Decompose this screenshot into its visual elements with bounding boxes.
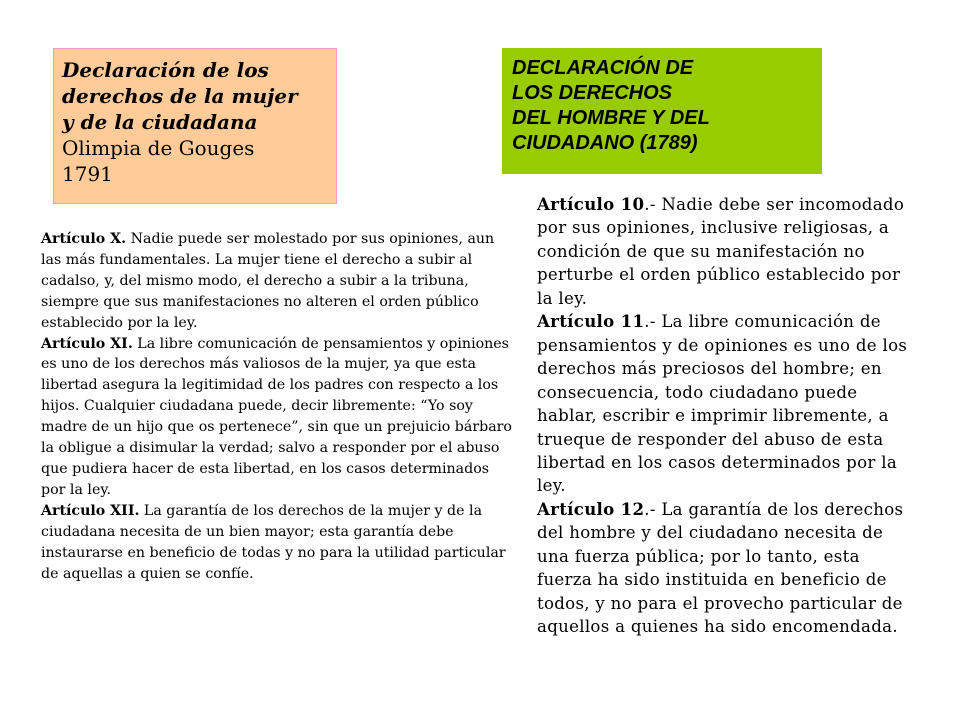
right-article-11 bbox=[537, 310, 920, 498]
article-text: La garantía de los derechos de la mujer y de la ciudadana necesita de un bien mayor; esta garantía debe instaurarse en beneficio de todas y no para la utilidad particular de aquellas a quien se confíe. bbox=[41, 502, 506, 582]
article-label: Artículo 11 bbox=[537, 311, 645, 332]
left-title-line-2: derechos de la mujer bbox=[62, 84, 298, 108]
right-title-line-3: DEL HOMBRE Y DEL bbox=[512, 107, 710, 129]
left-articles-column bbox=[41, 229, 513, 584]
left-article-xi bbox=[41, 334, 513, 501]
left-year: 1791 bbox=[62, 162, 113, 186]
article-text: La libre comunicación de pensamientos y opiniones es uno de los derechos más valiosos de la mujer, ya que esta libertad asegura la legitimidad de los padres con respecto a los hijos. Cualquier ciudadana puede, decir libremente: “Yo soy madre de un hijo que os pertenece”, sin que un prejuicio bárbaro la obligue a disimular la verdad; salvo a responder por el abuso que pudiera hacer de esta libertad, en los casos determinados por la ley. bbox=[41, 335, 512, 498]
right-article-12 bbox=[537, 498, 920, 639]
article-label: Artículo XI. bbox=[41, 335, 133, 352]
article-text: .- La garantía de los derechos del hombre y del ciudadano necesita de una fuerza pública; por lo tanto, esta fuerza ha sido instituida en beneficio de todos, y no para el provecho particular de aquellos a quienes ha sido encomendada. bbox=[537, 499, 904, 637]
article-text: .- La libre comunicación de pensamientos y de opiniones es uno de los derechos más preciosos del hombre; en consecuencia, todo ciudadano puede hablar, escribir e imprimir libremente, a trueque de responder del abuso de esta libertad en los casos determinados por la ley. bbox=[537, 312, 908, 496]
article-text: .- Nadie debe ser incomodado por sus opiniones, inclusive religiosas, a condición de que su manifestación no perturbe el orden público establecido por la ley. bbox=[537, 195, 905, 308]
article-label: Artículo 10 bbox=[537, 194, 645, 214]
left-article-x bbox=[41, 229, 513, 334]
left-article-xii bbox=[41, 501, 513, 585]
right-article-10 bbox=[537, 193, 920, 310]
left-title-line-1: Declaración de los bbox=[62, 58, 269, 82]
right-title-line-1: DECLARACIÓN DE bbox=[512, 57, 694, 79]
article-label: Artículo X. bbox=[41, 231, 127, 247]
right-title-line-4: CIUDADANO (1789) bbox=[512, 132, 698, 154]
left-author: Olimpia de Gouges bbox=[62, 136, 255, 160]
article-label: Artículo XII. bbox=[41, 502, 140, 519]
right-title-line-2: LOS DERECHOS bbox=[512, 82, 673, 104]
right-articles-column bbox=[537, 193, 920, 639]
article-label: Artículo 12 bbox=[537, 498, 645, 519]
left-title-box bbox=[53, 48, 337, 204]
right-title-box bbox=[502, 48, 822, 174]
article-text: Nadie puede ser molestado por sus opiniones, aun las más fundamentales. La mujer tiene el derecho a subir al cadalso, y, del mismo modo, el derecho a subir a la tribuna, siempre que sus manifestaciones no alteren el orden público establecido por la ley. bbox=[41, 231, 495, 331]
left-title-line-3: y de la ciudadana bbox=[62, 110, 258, 134]
